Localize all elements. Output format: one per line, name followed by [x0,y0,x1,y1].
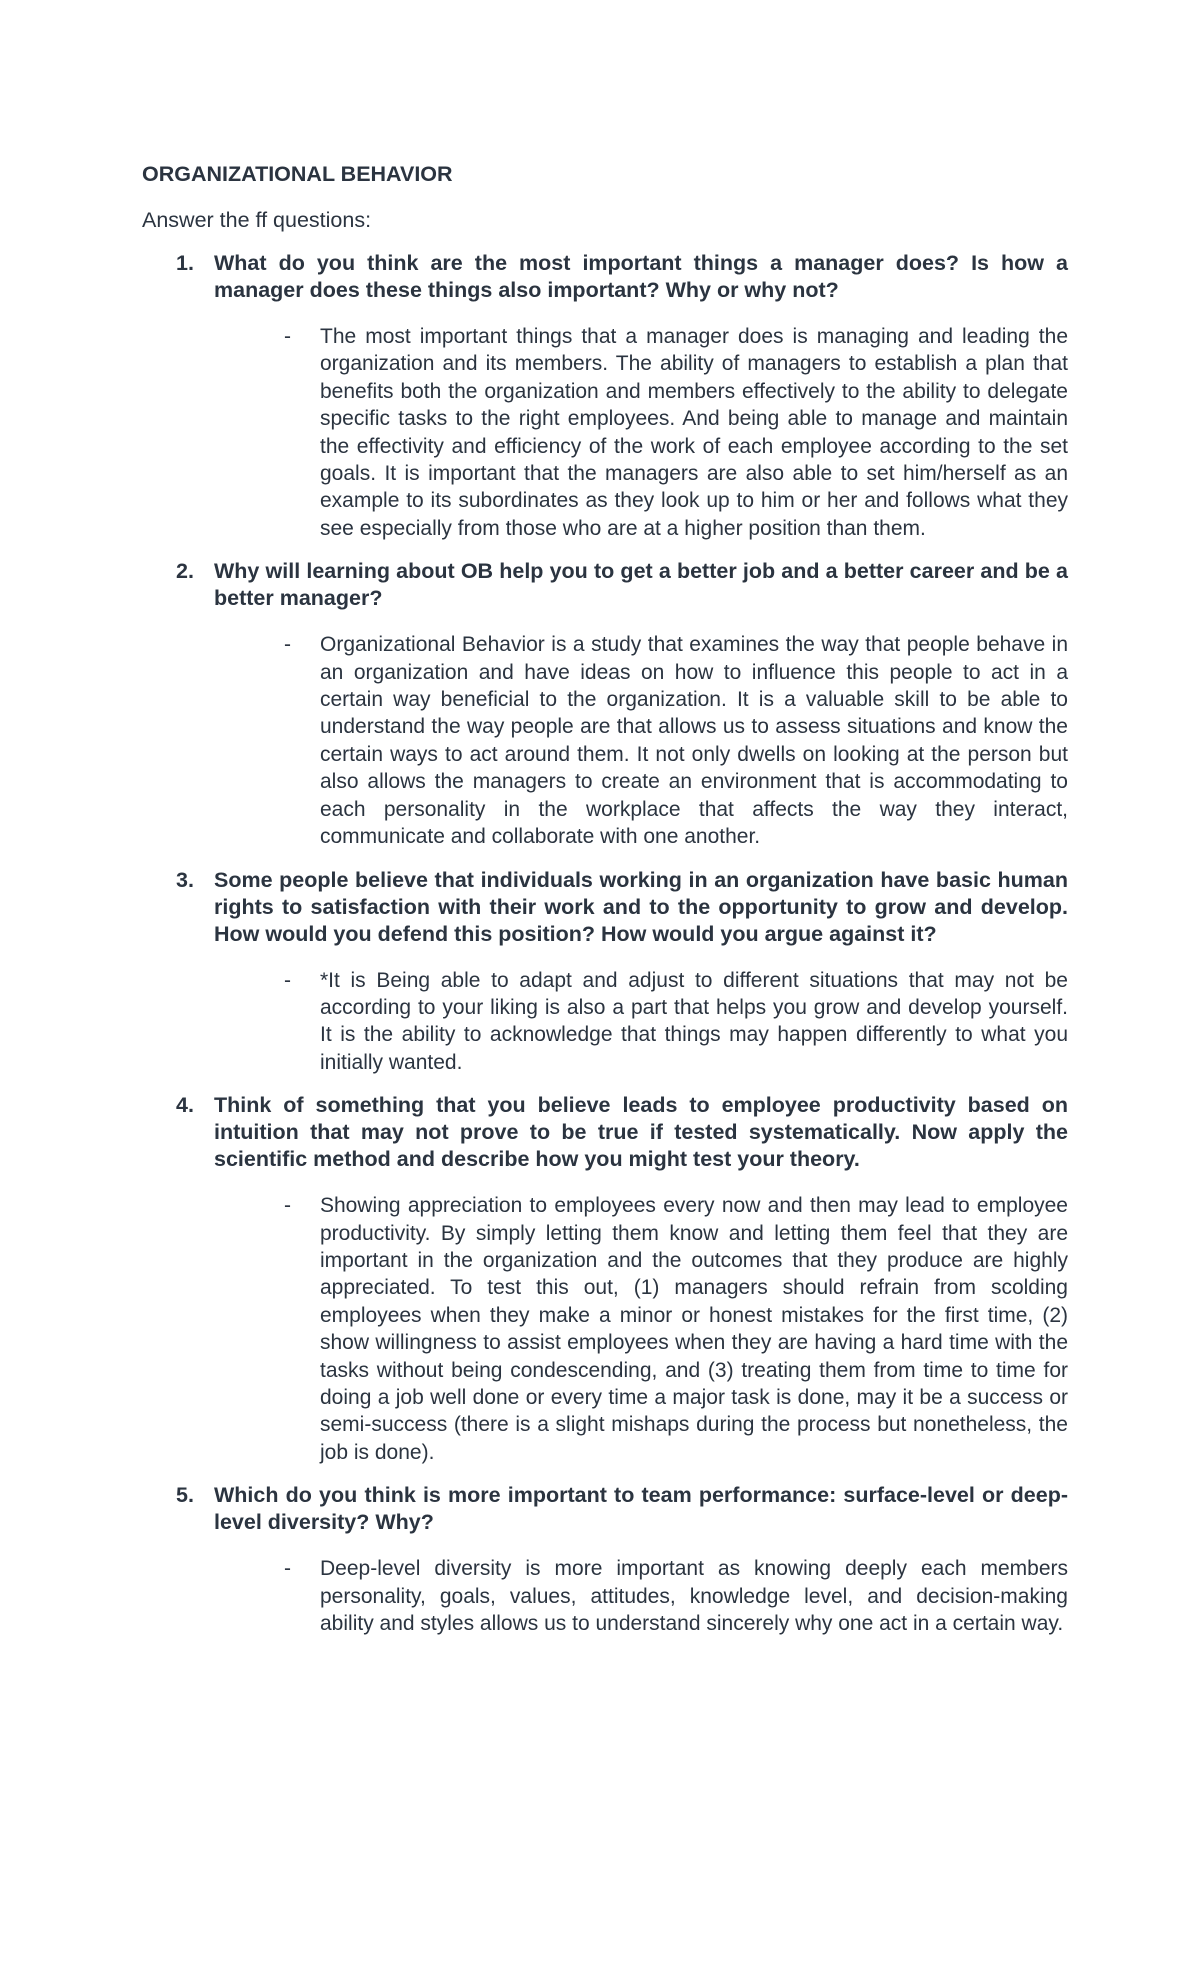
answer-row [142,631,1068,850]
question-number: 3. [176,867,194,892]
question-number: 5. [176,1483,194,1508]
question-row [142,250,1068,304]
answer-row [142,323,1068,542]
answer-bullet: - [284,1194,291,1218]
answer-bullet: - [284,325,291,348]
question-text: Which do you think is more important to team performance: surface-level or deep-level diversity? Why? [214,1483,1068,1535]
question-item [142,867,1068,1077]
answer-bullet: - [284,968,291,992]
answer-text: Showing appreciation to employees every now and then may lead to employee productivity. By simply letting them know and letting them feel that they are important in the organization and the outcomes that they produce are highly appreciated. To test this out, (1) managers should refrain from scolding employees when they make a minor or honest mistakes for the first time, (2) show willingness to assist employees when they are having a hard time with the tasks without being condescending, and (3) treating them from time to time for doing a job well done or every time a major task is done, may it be a success or semi-success (there is a slight mishaps during the process but nonetheless, the job is done). [320,1194,1068,1464]
question-row [142,1482,1068,1536]
question-item [142,1092,1068,1466]
question-number: 1. [176,251,194,275]
answer-row [142,1192,1068,1466]
instructions-text: Answer the ff questions: [142,208,372,232]
question-row [142,1092,1068,1173]
answer-bullet: - [284,633,291,657]
question-number: 2. [176,559,194,584]
question-number: 4. [176,1093,194,1118]
answer-text: Deep-level diversity is more important as knowing deeply each members personality, goals, values, attitudes, knowledge level, and decision-making ability and styles allows us to understand sincerely why one act in a certain way. [320,1557,1068,1635]
question-text: Why will learning about OB help you to get a better job and a better career and be a better manager? [214,559,1068,611]
question-item [142,558,1068,850]
question-text: What do you think are the most important things a manager does? Is how a manager does these things also important? Why or why not? [214,251,1068,302]
answer-bullet: - [284,1557,291,1581]
question-text: Some people believe that individuals working in an organization have basic human rights to satisfaction with their work and to the opportunity to grow and develop. How would you defend this position? How would you argue against it? [214,867,1068,946]
question-list [142,250,1068,1653]
question-item [142,250,1068,542]
answer-text: Organizational Behavior is a study that examines the way that people behave in an organization and have ideas on how to influence this people to act in a certain way beneficial to the organization. It is a valuable skill to be able to understand the way people are that allows us to assess situations and know the certain ways to act around them. It not only dwells on looking at the person but also allows the managers to create an environment that is accommodating to each personality in the workplace that affects the way they interact, communicate and collaborate with one another. [320,633,1068,849]
question-row [142,867,1068,948]
answer-text: *It is Being able to adapt and adjust to different situations that may not be according to your liking is also a part that helps you grow and develop yourself. It is the ability to acknowledge that things may happen differently to what you initially wanted. [320,968,1068,1074]
question-row [142,558,1068,612]
answer-row [142,1555,1068,1637]
question-text: Think of something that you believe leads to employee productivity based on intuition that may not prove to be true if tested systematically. Now apply the scientific method and describe how you might test your theory. [214,1093,1068,1172]
question-item [142,1482,1068,1637]
document-title: ORGANIZATIONAL BEHAVIOR [142,162,453,186]
answer-text: The most important things that a manager does is managing and leading the organization and its members. The ability of managers to establish a plan that benefits both the organization and members effectively to the ability to delegate specific tasks to the right employees. And being able to manage and maintain the effectivity and efficiency of the work of each employee according to the set goals. It is important that the managers are also able to set him/herself as an example to its subordinates as they look up to him or her and follows what they see especially from those who are at a higher position than them. [320,325,1068,540]
answer-row [142,967,1068,1077]
